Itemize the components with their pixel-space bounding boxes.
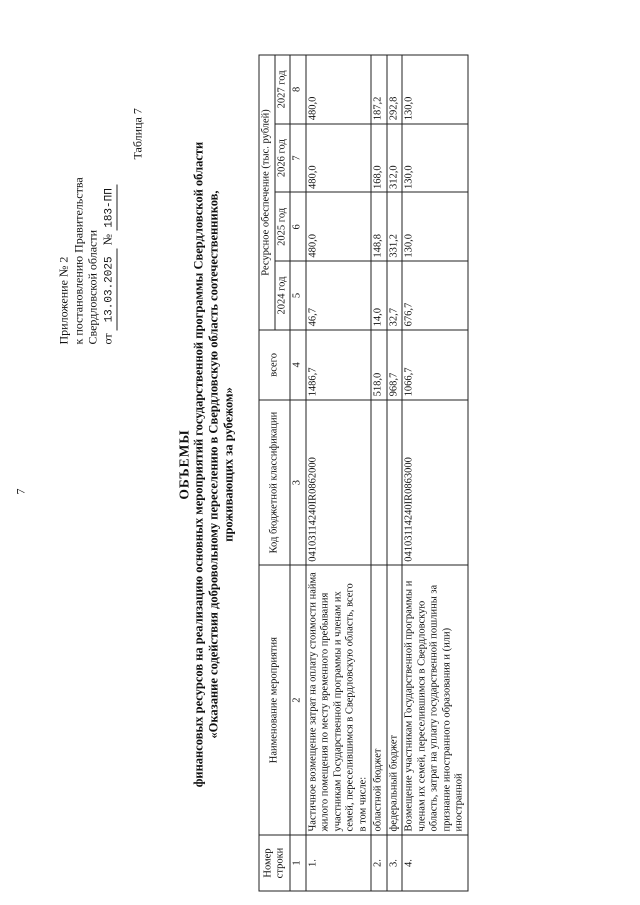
row-code [371,400,387,565]
row-2025: 331,2 [387,192,403,261]
row-2026: 130,0 [402,124,468,193]
decree-number: 183-ПП [102,185,118,231]
row-2024: 14,0 [371,261,387,330]
col-number: 1 [290,835,306,891]
row-code: 04103114240IR0863000 [402,400,468,565]
rotated-document-page [1,0,640,905]
column-number-row [290,55,306,891]
table-row [402,55,468,891]
header-2026: 2026 год [275,124,291,193]
row-2024: 676,7 [402,261,468,330]
title-line-3: проживающих за рубежом» [221,387,236,542]
row-2027: 187,2 [371,55,387,124]
row-name-cell [306,565,372,835]
decree-date: 13.03.2025 [102,248,118,330]
row-number: 1. [306,835,372,891]
row-number: 2. [371,835,387,891]
row-2025: 148,8 [371,192,387,261]
col-number: 8 [290,55,306,124]
row-name: областной бюджет [371,565,387,835]
col-number: 7 [290,124,306,193]
table-header-row [259,55,275,891]
row-total: 1486,7 [306,330,372,400]
header-resources: Ресурсное обеспечение (тыс. рублей) [259,55,275,330]
table-row [306,55,372,891]
row-2024: 32,7 [387,261,403,330]
row-2026: 168,0 [371,124,387,193]
row-sub: в том числе: [357,776,368,832]
page-number: 7 [13,488,28,495]
col-number: 3 [290,400,306,565]
appendix-line-1: Приложение № 2 [56,256,71,345]
col-number: 6 [290,192,306,261]
row-2027: 480,0 [306,55,372,124]
row-code [387,400,403,565]
col-number: 4 [290,330,306,400]
row-code: 04103114240IR0862000 [306,400,372,565]
row-name: федеральный бюджет [387,565,403,835]
table-row [371,55,387,891]
row-2024: 46,7 [306,261,372,330]
appendix-block [57,177,118,344]
row-2026: 480,0 [306,124,372,193]
header-row-number: Номер строки [259,835,290,891]
row-number: 3. [387,835,403,891]
row-total: 968,7 [387,330,403,400]
row-2027: 292,8 [387,55,403,124]
title-line-2: «Оказание содействия добровольному переселению в Свердловскую область соотечественников, [206,190,221,739]
header-2027: 2027 год [275,55,291,124]
col-number: 5 [290,261,306,330]
row-2025: 130,0 [402,192,468,261]
row-name: Частичное возмещение затрат на оплату стоимости найма жилого помещения по месту временного пребывания участникам Государственной программы и членам их семей, переселившимся в Свердловскую область, всего [307,572,356,832]
resources-table [259,55,469,892]
row-total: 1066,7 [402,330,468,400]
number-prefix: № [100,233,114,246]
header-code: Код бюджетной классификации [259,400,290,565]
table-row [387,55,403,891]
header-name: Наименование мероприятия [259,565,290,835]
document-title [177,45,237,885]
row-number: 4. [402,835,468,891]
table-label: Таблица 7 [130,108,145,160]
row-2025: 480,0 [306,192,372,261]
row-total: 518,0 [371,330,387,400]
row-2027: 130,0 [402,55,468,124]
row-2026: 312,0 [387,124,403,193]
date-prefix: от [100,333,114,345]
appendix-date-line [100,177,118,344]
header-2025: 2025 год [275,192,291,261]
row-name: Возмещение участникам Государственной программы и членам их семей, переселившимся в Свердловскую область, затрат на уплату государственной пошлины за признание иностранного образования и (или) иностранной [402,565,468,835]
col-number: 2 [290,565,306,835]
header-total: всего [259,330,290,400]
appendix-line-2: к постановлению Правительства [71,177,85,345]
appendix-line-3: Свердловской области [85,229,100,345]
title-line-0: ОБЪЕМЫ [176,429,192,500]
title-line-1: финансовых ресурсов на реализацию основных мероприятий государственной программы Свердловской области [191,141,206,788]
header-2024: 2024 год [275,261,291,330]
